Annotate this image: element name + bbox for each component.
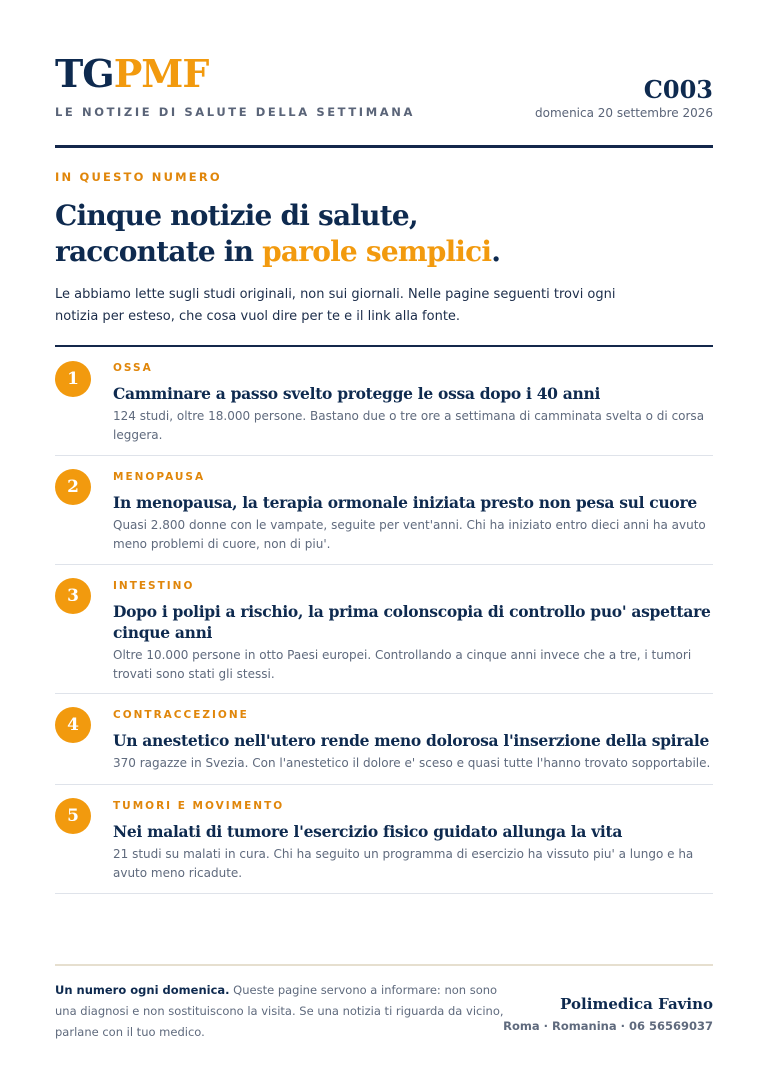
item-description: 21 studi su malati in cura. Chi ha seguito un programma di esercizio ha vissuto piu' a lungo e ha avuto meno ricadute. bbox=[113, 847, 694, 880]
item-description: 124 studi, oltre 18.000 persone. Bastano due o tre ore a settimana di camminata svelta o di corsa leggera. bbox=[113, 409, 705, 442]
clinic-info bbox=[503, 995, 713, 1033]
newsletter-page bbox=[55, 0, 713, 1087]
item-body bbox=[113, 579, 713, 684]
logo-tg: TG bbox=[55, 51, 114, 96]
header-divider bbox=[55, 145, 713, 148]
item-category: MENOPAUSA bbox=[113, 471, 206, 483]
item-number-badge: 2 bbox=[55, 469, 91, 505]
news-item-3[interactable] bbox=[55, 565, 713, 694]
item-number-badge: 5 bbox=[55, 798, 91, 834]
item-description: Quasi 2.800 donne con le vampate, seguite per vent'anni. Chi ha iniziato entro dieci anni ha avuto meno problemi di cuore, non di piu'. bbox=[113, 518, 706, 551]
footer-note-bold: Un numero ogni domenica. bbox=[55, 983, 230, 997]
page-headline bbox=[55, 198, 500, 270]
item-description: Oltre 10.000 persone in otto Paesi europei. Controllando a cinque anni invece che a tre, i tumori trovati sono stati gli stessi. bbox=[113, 648, 692, 681]
news-item-1[interactable] bbox=[55, 347, 713, 456]
item-number-badge: 1 bbox=[55, 361, 91, 397]
item-title[interactable]: In menopausa, la terapia ormonale iniziata presto non pesa sul cuore bbox=[113, 493, 697, 512]
news-item-5[interactable] bbox=[55, 785, 713, 894]
intro-lede: Le abbiamo lette sugli studi originali, non sui giornali. Nelle pagine seguenti trovi ogni notizia per esteso, che cosa vuol dire per te e il link alla fonte. bbox=[55, 287, 616, 324]
issue-code: C003 bbox=[643, 75, 713, 104]
headline-suffix: . bbox=[491, 235, 501, 268]
news-item-2[interactable] bbox=[55, 456, 713, 565]
item-category: TUMORI E MOVIMENTO bbox=[113, 800, 285, 812]
masthead bbox=[55, 52, 713, 122]
logo-pmf: PMF bbox=[113, 51, 209, 96]
item-body bbox=[113, 799, 713, 883]
item-number-badge: 4 bbox=[55, 707, 91, 743]
headline-line2-prefix: raccontate in bbox=[55, 235, 263, 268]
item-body bbox=[113, 708, 713, 773]
item-description: 370 ragazze in Svezia. Con l'anestetico il dolore e' sceso e quasi tutte l'hanno trovato sopportabile. bbox=[113, 756, 711, 770]
item-body bbox=[113, 361, 713, 445]
item-category: OSSA bbox=[113, 362, 153, 374]
headline-accent: parole semplici bbox=[262, 235, 492, 268]
issue-info bbox=[535, 76, 713, 120]
clinic-name: Polimedica Favino bbox=[560, 995, 713, 1013]
news-item-4[interactable] bbox=[55, 694, 713, 785]
footer-divider bbox=[55, 964, 713, 966]
headline-line1: Cinque notizie di salute, bbox=[55, 199, 418, 232]
item-number-badge: 3 bbox=[55, 578, 91, 614]
item-title[interactable]: Camminare a passo svelto protegge le ossa dopo i 40 anni bbox=[113, 384, 601, 403]
item-category: CONTRACCEZIONE bbox=[113, 709, 249, 721]
footer-disclaimer bbox=[55, 980, 505, 1043]
item-title[interactable]: Nei malati di tumore l'esercizio fisico guidato allunga la vita bbox=[113, 822, 623, 841]
footer-note-text: Queste pagine servono a informare: non sono una diagnosi e non sostituiscono la visita. Se una notizia ti riguarda da vicino, parlane con il tuo medico. bbox=[55, 983, 504, 1039]
issue-date: domenica 20 settembre 2026 bbox=[535, 106, 713, 120]
section-kicker: IN QUESTO NUMERO bbox=[55, 170, 222, 184]
item-category: INTESTINO bbox=[113, 580, 195, 592]
item-title[interactable]: Dopo i polipi a rischio, la prima colonscopia di controllo puo' aspettare cinque anni bbox=[113, 602, 711, 642]
tagline: LE NOTIZIE DI SALUTE DELLA SETTIMANA bbox=[55, 105, 415, 119]
item-body bbox=[113, 470, 713, 554]
item-title[interactable]: Un anestetico nell'utero rende meno dolorosa l'inserzione della spirale bbox=[113, 731, 710, 750]
clinic-contact: Roma · Romanina · 06 56569037 bbox=[503, 1019, 713, 1033]
